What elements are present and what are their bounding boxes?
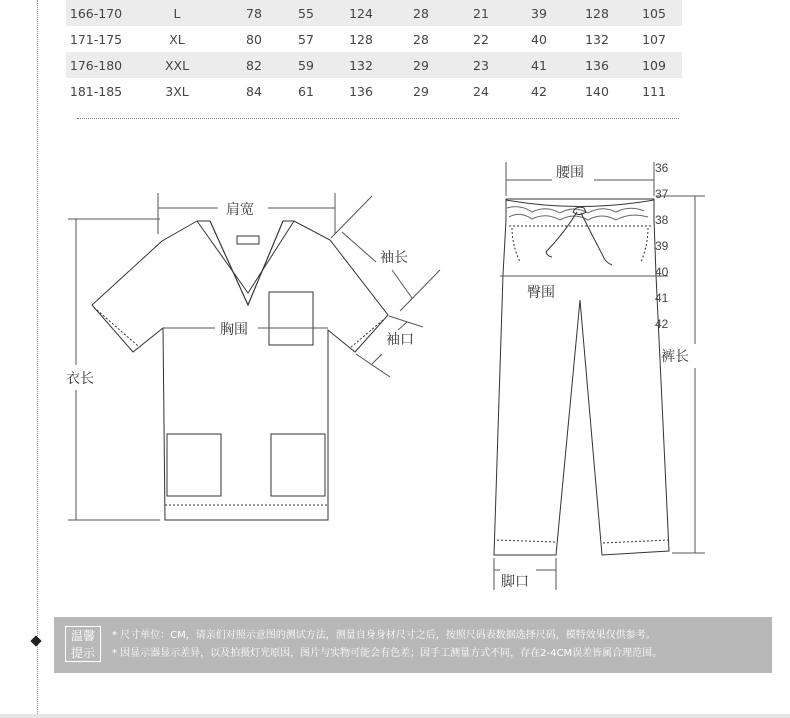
svg-text:41: 41 bbox=[655, 291, 669, 305]
waist-label: 腰围 bbox=[556, 164, 584, 180]
bottom-divider bbox=[0, 714, 790, 718]
sleeve-length-label: 袖长 bbox=[380, 249, 408, 265]
table-row: 166-170 L 78 55 124 28 21 39 128 105 bbox=[66, 0, 682, 26]
svg-text:37: 37 bbox=[655, 187, 669, 201]
table-row: 171-175 XL 80 57 128 28 22 40 132 107 bbox=[69, 31, 666, 47]
svg-text:36: 36 bbox=[655, 161, 669, 175]
tip-line: * 尺寸单位：CM，请亲们对照示意图的测试方法，测量自身身材尺寸之后，按照尺码表数据选择尺码，模特效果仅供参考。 bbox=[112, 630, 656, 641]
svg-text:39: 39 bbox=[655, 239, 669, 253]
svg-text:38: 38 bbox=[655, 213, 669, 227]
tips-text bbox=[112, 627, 662, 663]
tips-banner bbox=[54, 617, 772, 673]
shoulder-label: 肩宽 bbox=[226, 201, 254, 217]
tip-line: * 因显示器显示差异，以及拍摄灯光原因，图片与实物可能会有色差；因手工测量方式不同，存在2-4CM误差皆属合理范围。 bbox=[112, 648, 663, 659]
svg-text:40: 40 bbox=[655, 265, 669, 279]
tips-badge: 温馨 提示 bbox=[65, 626, 101, 662]
svg-text:42: 42 bbox=[655, 317, 669, 331]
cuff-label: 袖口 bbox=[386, 331, 414, 347]
table-row: 181-185 3XL 84 61 136 29 24 42 140 111 bbox=[69, 83, 666, 99]
chest-label: 胸围 bbox=[220, 321, 248, 337]
shirt-illustration bbox=[92, 221, 388, 520]
length-label: 衣长 bbox=[66, 370, 94, 386]
table-row: 176-180 XXL 82 59 132 29 23 41 136 109 bbox=[66, 52, 682, 78]
shirt-dimension-lines bbox=[68, 193, 440, 520]
pants-length-label: 裤长 bbox=[661, 348, 689, 364]
hem-label: 脚口 bbox=[501, 573, 529, 589]
hip-label: 臀围 bbox=[527, 284, 555, 300]
pants-illustration bbox=[494, 199, 669, 555]
